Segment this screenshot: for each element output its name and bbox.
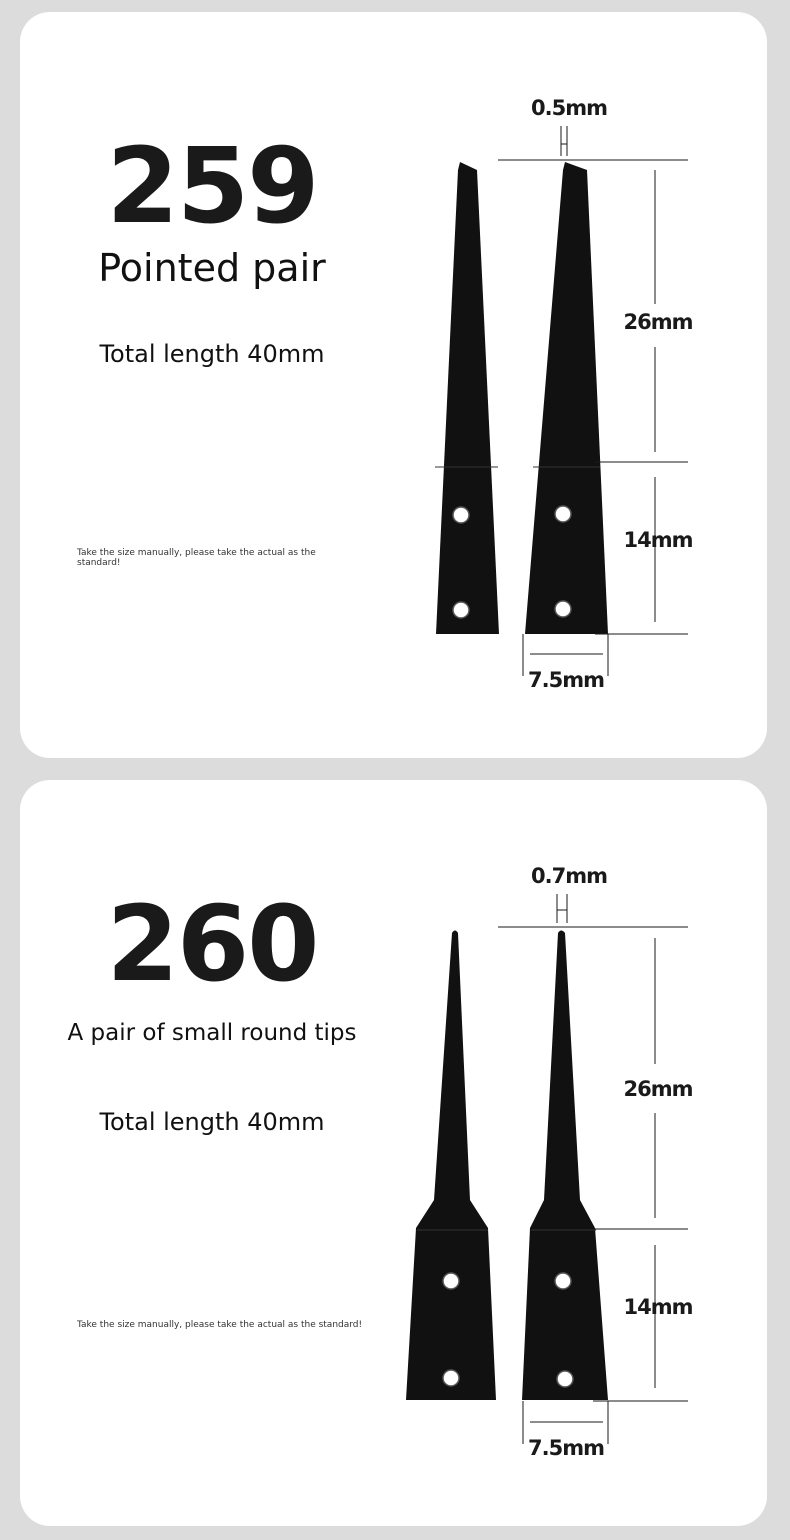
tip-name: Pointed pair [98,246,326,290]
total-length: Total length 40mm [99,1108,325,1136]
model-number: 260 [106,883,318,1005]
upper-length-label: 26mm [623,310,693,334]
measurement-note: Take the size manually, please take the actual as the standard! [77,1320,363,1330]
lower-length-label: 14mm [623,528,693,552]
tip-width-label: 0.7mm [531,864,607,888]
tweezer-tips-drawing [20,12,767,758]
tweezer-tip-left [435,162,499,634]
tweezer-tips-drawing [20,780,767,1526]
product-card-260 [20,780,767,1526]
measurement-note: Take the size manually, please take the actual as the standard! [77,548,316,568]
upper-length-label: 26mm [623,1077,693,1101]
tweezer-tip-right [522,931,608,1401]
total-length: Total length 40mm [99,340,325,368]
base-width-label: 7.5mm [528,668,604,692]
tip-name: A pair of small round tips [67,1020,357,1046]
tweezer-tip-left [406,931,496,1401]
product-card-259 [20,12,767,758]
tweezer-tip-right [525,162,608,634]
tip-width-label: 0.5mm [531,96,607,120]
lower-length-label: 14mm [623,1295,693,1319]
model-number: 259 [106,125,318,247]
base-width-label: 7.5mm [528,1436,604,1460]
